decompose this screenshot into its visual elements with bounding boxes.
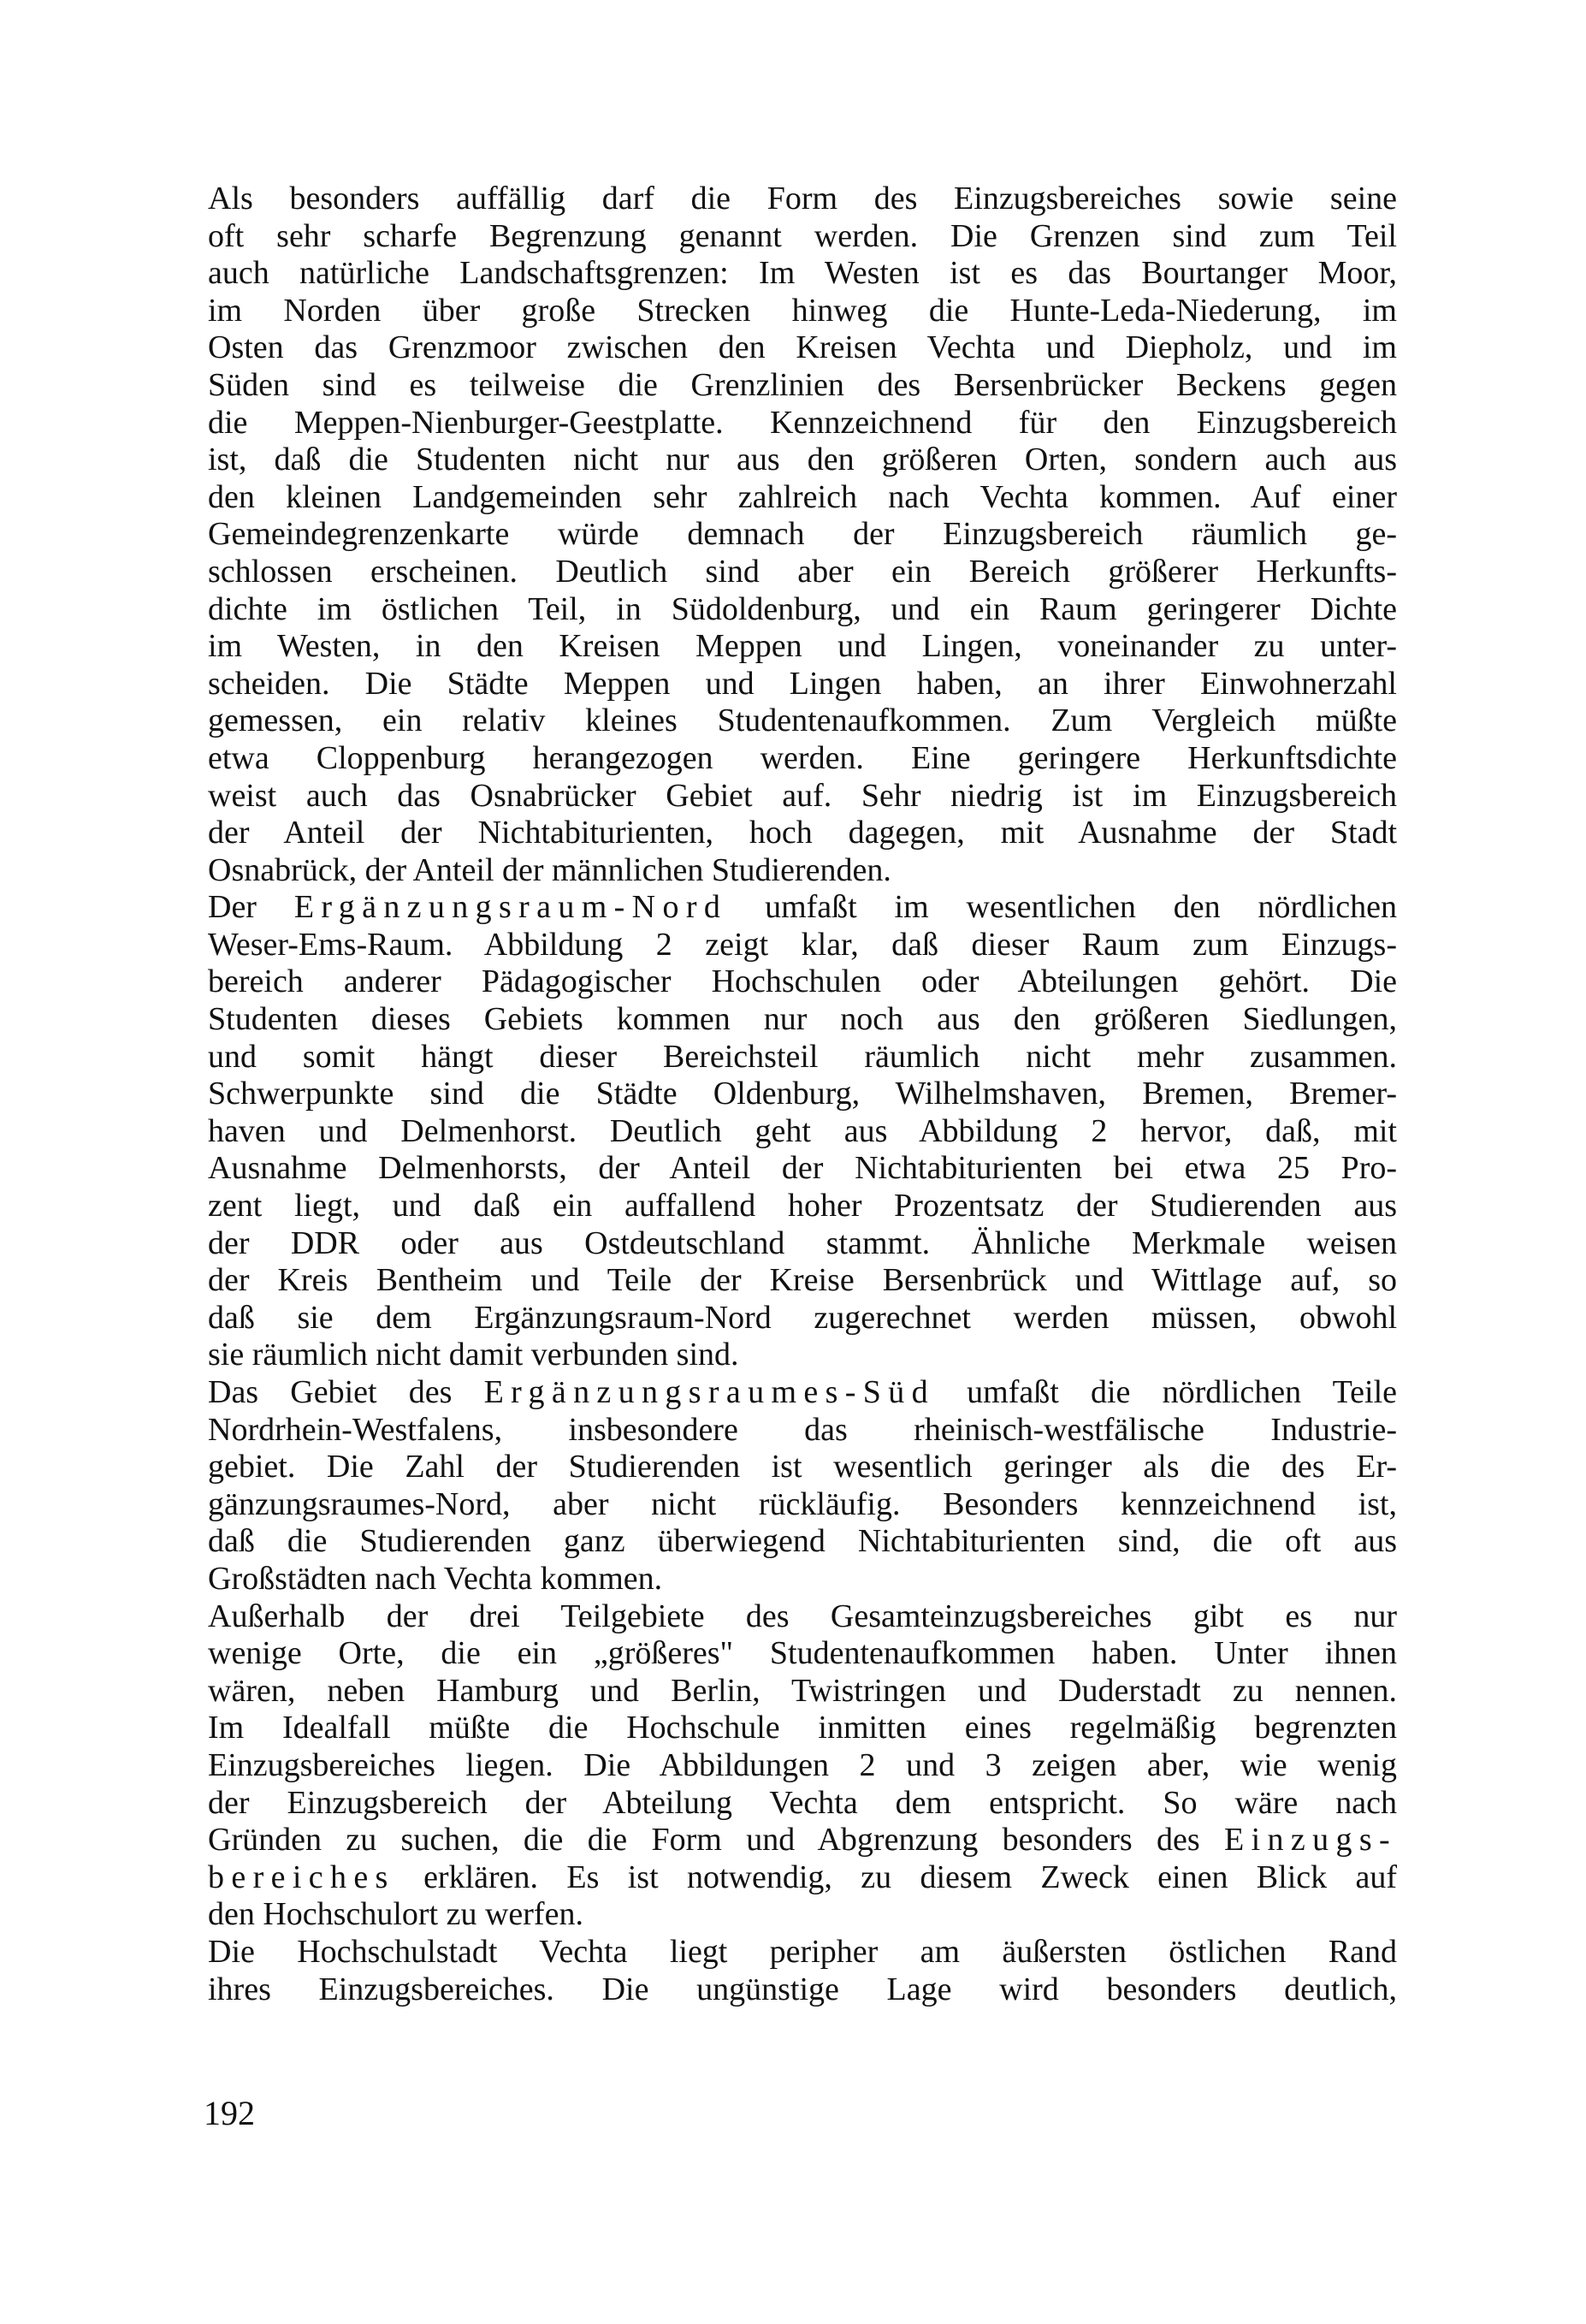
- text-segment: Außerhalb der drei Teilgebiete des Gesamteinzugsbereiches gibt es nur: [208, 1598, 1397, 1634]
- text-line: [208, 367, 1397, 405]
- spaced-term: Ergänzungsraum-Nord: [293, 889, 728, 926]
- text-line: [208, 1337, 1397, 1374]
- text-segment: etwa Cloppenburg herangezogen werden. Eine geringere Herkunftsdichte: [208, 739, 1397, 776]
- text-segment: Das Gebiet des: [208, 1374, 484, 1410]
- text-line: [208, 703, 1397, 740]
- text-line: [208, 1747, 1397, 1785]
- text-line: [208, 889, 1397, 927]
- text-segment: bereich anderer Pädagogischer Hochschulen oder Abteilungen gehört. Die: [208, 963, 1397, 1000]
- text-segment: Als besonders auffällig darf die Form des Einzugsbereiches sowie seine: [208, 181, 1397, 216]
- text-line: [208, 1150, 1397, 1188]
- text-line: [208, 1225, 1397, 1263]
- text-line: [208, 293, 1397, 330]
- text-line: [208, 963, 1397, 1001]
- text-segment: schlossen erscheinen. Deutlich sind aber ein Bereich größerer Herkunfts-: [208, 553, 1397, 590]
- text-line: [208, 1001, 1397, 1039]
- text-line: [208, 1710, 1397, 1747]
- text-segment: Im Idealfall müßte die Hochschule inmitten eines regelmäßig begrenzten: [208, 1710, 1397, 1746]
- text-segment: und somit hängt dieser Bereichsteil räumlich nicht mehr zusammen.: [208, 1038, 1397, 1075]
- text-line: [208, 778, 1397, 815]
- text-segment: gemessen, ein relativ kleines Studentenaufkommen. Zum Vergleich müßte: [208, 703, 1397, 739]
- text-line: [208, 927, 1397, 964]
- text-segment: den kleinen Landgemeinden sehr zahlreich nach Vechta kommen. Auf einer: [208, 478, 1397, 515]
- text-segment: der DDR oder aus Ostdeutschland stammt. Ähnliche Merkmale weisen: [208, 1224, 1397, 1261]
- text-segment: Einzugsbereiches liegen. Die Abbildungen 2 und 3 zeigen aber, wie wenig: [208, 1746, 1397, 1783]
- text-segment: gänzungsraumes-Nord, aber nicht rückläufig. Besonders kennzeichnend ist,: [208, 1485, 1397, 1522]
- text-segment: gebiet. Die Zahl der Studierenden ist wesentlich geringer als die des Er-: [208, 1449, 1397, 1485]
- text-segment: ihres Einzugsbereiches. Die ungünstige Lage wird besonders deutlich,: [208, 1971, 1397, 2007]
- text-line: [208, 479, 1397, 517]
- text-line: [208, 516, 1397, 554]
- text-line: [208, 740, 1397, 778]
- text-line: [208, 1785, 1397, 1823]
- text-segment: wären, neben Hamburg und Berlin, Twistringen und Duderstadt zu nennen.: [208, 1672, 1397, 1709]
- text-segment: Osten das Grenzmoor zwischen den Kreisen Vechta und Diepholz, und im: [208, 329, 1397, 366]
- text-segment: Nordrhein-Westfalens, insbesondere das rheinisch-westfälische Industrie-: [208, 1411, 1397, 1448]
- text-line: [208, 1598, 1397, 1636]
- text-segment: umfaßt im wesentlichen den nördlichen: [727, 889, 1397, 926]
- text-segment: der Anteil der Nichtabiturienten, hoch dagegen, mit Ausnahme der Stadt: [208, 815, 1397, 851]
- text-segment: erklären. Es ist notwendig, zu diesem Zweck einen Blick auf: [394, 1859, 1397, 1895]
- text-line: [208, 1374, 1397, 1412]
- text-segment: Großstädten nach Vechta kommen.: [208, 1560, 663, 1597]
- text-line: [208, 218, 1397, 256]
- text-line: [208, 1523, 1397, 1561]
- text-segment: zent liegt, und daß ein auffallend hoher Prozentsatz der Studierenden aus: [208, 1188, 1397, 1224]
- spaced-term: Ergänzungsraumes-Süd: [483, 1374, 935, 1410]
- text-line: [208, 255, 1397, 293]
- spaced-term: bereiches: [208, 1859, 395, 1895]
- text-segment: Der: [208, 889, 294, 926]
- text-line: [208, 1039, 1397, 1076]
- text-line: [208, 1934, 1397, 1971]
- text-segment: im Norden über große Strecken hinweg die Hunte-Leda-Niederung, im: [208, 292, 1397, 329]
- text-segment: Studenten dieses Gebiets kommen nur noch aus den größeren Siedlungen,: [208, 1001, 1397, 1038]
- text-line: [208, 1412, 1397, 1450]
- text-segment: dichte im östlichen Teil, in Südoldenburg, und ein Raum geringerer Dichte: [208, 590, 1397, 627]
- text-segment: Gemeindegrenzenkarte würde demnach der Einzugsbereich räumlich ge-: [208, 516, 1397, 553]
- body-text: [208, 181, 1397, 2008]
- text-segment: weist auch das Osnabrücker Gebiet auf. Sehr niedrig ist im Einzugsbereich: [208, 777, 1397, 814]
- text-line: [208, 405, 1397, 442]
- text-line: [208, 1188, 1397, 1225]
- text-segment: wenige Orte, die ein „größeres" Studentenaufkommen haben. Unter ihnen: [208, 1635, 1397, 1672]
- text-line: [208, 591, 1397, 629]
- text-line: [208, 815, 1397, 852]
- text-line: [208, 442, 1397, 479]
- text-segment: haven und Delmenhorst. Deutlich geht aus Abbildung 2 hervor, daß, mit: [208, 1112, 1397, 1149]
- text-segment: daß die Studierenden ganz überwiegend Nichtabiturienten sind, die oft aus: [208, 1523, 1397, 1560]
- text-segment: Ausnahme Delmenhorsts, der Anteil der Nichtabiturienten bei etwa 25 Pro-: [208, 1150, 1397, 1187]
- text-segment: der Einzugsbereich der Abteilung Vechta dem entspricht. So wäre nach: [208, 1784, 1397, 1821]
- text-line: [208, 1673, 1397, 1710]
- text-segment: Gründen zu suchen, die die Form und Abgrenzung besonders des: [208, 1822, 1225, 1859]
- text-segment: oft sehr scharfe Begrenzung genannt werden. Die Grenzen sind zum Teil: [208, 217, 1397, 254]
- text-line: [208, 1113, 1397, 1151]
- text-line: [208, 1635, 1397, 1673]
- text-segment: den Hochschulort zu werfen.: [208, 1896, 583, 1933]
- page-number: 192: [204, 2094, 255, 2132]
- text-segment: auch natürliche Landschaftsgrenzen: Im Westen ist es das Bourtanger Moor,: [208, 255, 1397, 292]
- spaced-term: Einzugs-: [1224, 1822, 1397, 1859]
- text-line: [208, 1449, 1397, 1486]
- text-line: [208, 1859, 1397, 1897]
- text-line: [208, 181, 1397, 218]
- text-segment: scheiden. Die Städte Meppen und Lingen haben, an ihrer Einwohnerzahl: [208, 665, 1397, 702]
- text-line: [208, 1561, 1397, 1598]
- text-line: [208, 1486, 1397, 1524]
- text-segment: der Kreis Bentheim und Teile der Kreise Bersenbrück und Wittlage auf, so: [208, 1262, 1397, 1299]
- text-segment: im Westen, in den Kreisen Meppen und Lingen, voneinander zu unter-: [208, 628, 1397, 665]
- text-line: [208, 1300, 1397, 1337]
- text-segment: daß sie dem Ergänzungsraum-Nord zugerechnet werden müssen, obwohl: [208, 1299, 1397, 1336]
- text-line: [208, 554, 1397, 591]
- text-segment: Schwerpunkte sind die Städte Oldenburg, Wilhelmshaven, Bremen, Bremer-: [208, 1076, 1397, 1112]
- text-segment: ist, daß die Studenten nicht nur aus den größeren Orten, sondern auch aus: [208, 442, 1397, 478]
- text-line: [208, 1822, 1397, 1859]
- text-segment: Die Hochschulstadt Vechta liegt peripher am äußersten östlichen Rand: [208, 1933, 1397, 1970]
- text-line: [208, 628, 1397, 666]
- text-segment: Osnabrück, der Anteil der männlichen Studierenden.: [208, 851, 891, 888]
- text-line: [208, 329, 1397, 367]
- text-line: [208, 852, 1397, 890]
- text-line: [208, 1076, 1397, 1113]
- text-segment: Süden sind es teilweise die Grenzlinien des Bersenbrücker Beckens gegen: [208, 366, 1397, 403]
- text-line: [208, 666, 1397, 703]
- text-segment: sie räumlich nicht damit verbunden sind.: [208, 1337, 739, 1373]
- text-line: [208, 1262, 1397, 1300]
- text-segment: die Meppen-Nienburger-Geestplatte. Kennzeichnend für den Einzugsbereich: [208, 404, 1397, 441]
- text-line: [208, 1896, 1397, 1934]
- text-segment: Weser-Ems-Raum. Abbildung 2 zeigt klar, daß dieser Raum zum Einzugs-: [208, 926, 1397, 963]
- text-segment: umfaßt die nördlichen Teile: [935, 1374, 1397, 1410]
- text-line: [208, 1971, 1397, 2009]
